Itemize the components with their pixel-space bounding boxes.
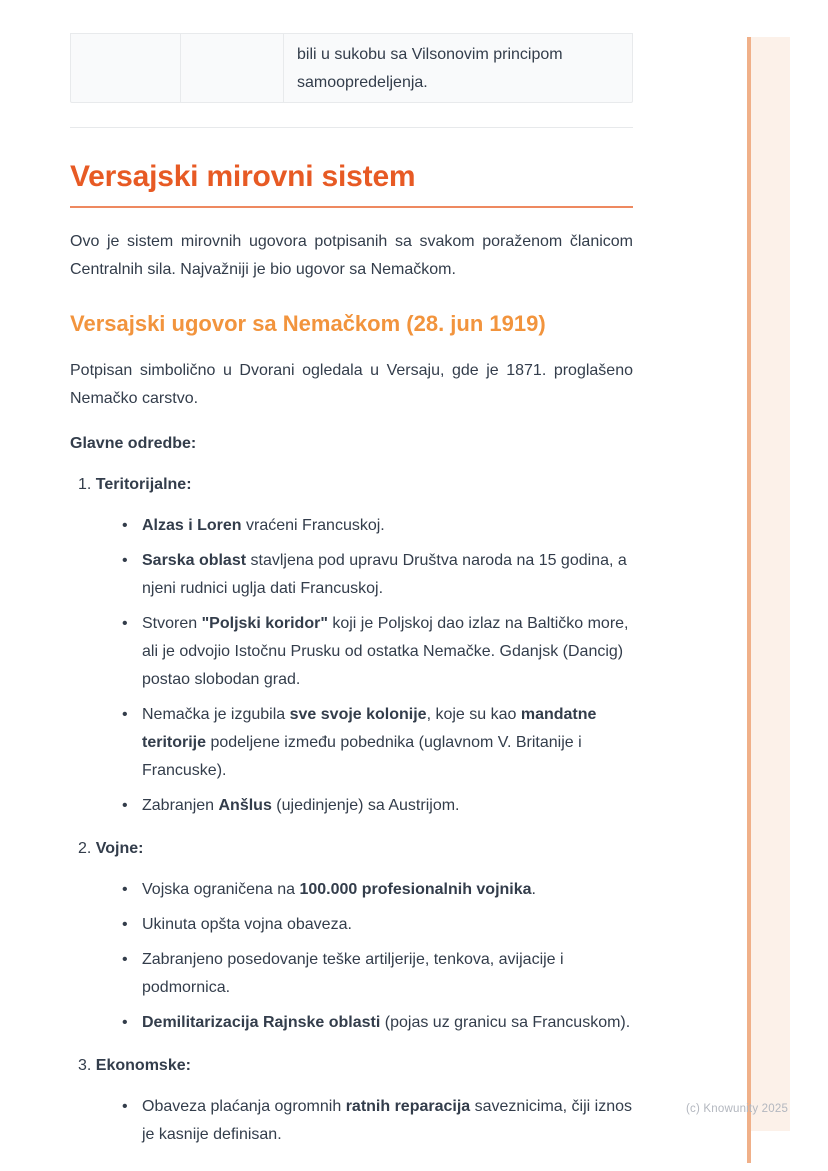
list-item-text: Nemačka je izgubila sve svoje kolonije, koje su kao mandatne teritorije podeljene između pobednika (uglavnom V. Britanije i Francuske). bbox=[142, 706, 597, 779]
list-item-text: Zabranjen Anšlus (ujedinjenje) sa Austrijom. bbox=[142, 797, 460, 814]
bullet-icon: • bbox=[122, 706, 128, 723]
list-item-text: Alzas i Loren vraćeni Francuskoj. bbox=[142, 517, 385, 534]
list-item bbox=[122, 876, 633, 904]
paragraph: Potpisan simbolično u Dvorani ogledala u Versaju, gde je 1871. proglašeno Nemačko carstvo. bbox=[70, 362, 633, 407]
main-heading-wrap bbox=[70, 158, 633, 208]
document-content bbox=[70, 0, 633, 1149]
section-heading bbox=[70, 1052, 633, 1080]
list-item-text: Demilitarizacija Rajnske oblasti (pojas uz granicu sa Francuskom). bbox=[142, 1014, 631, 1031]
table-cell-1 bbox=[71, 34, 180, 102]
section-title: Teritorijalne: bbox=[95, 476, 192, 493]
list-item bbox=[122, 512, 633, 540]
section-number: 1. bbox=[78, 476, 92, 493]
intro-paragraph: Ovo je sistem mirovnih ugovora potpisanih sa svakom poraženom članicom Centralnih sila. Najvažniji je bio ugovor sa Nemačkom. bbox=[70, 233, 633, 278]
list-item-text: Vojska ograničena na 100.000 profesionalnih vojnika. bbox=[142, 881, 536, 898]
bullet-icon: • bbox=[122, 1014, 128, 1031]
list-item-text: Zabranjeno posedovanje teške artiljerije, tenkova, avijacije i podmornica. bbox=[142, 951, 564, 996]
section-heading bbox=[70, 471, 633, 499]
list-item bbox=[122, 792, 633, 820]
section-title: Ekonomske: bbox=[95, 1057, 191, 1074]
list-item bbox=[122, 911, 633, 939]
copyright-watermark: (c) Knowunity 2025 bbox=[686, 1103, 789, 1115]
bullet-list bbox=[70, 512, 633, 820]
bullet-list bbox=[70, 876, 633, 1037]
section-number: 3. bbox=[78, 1057, 92, 1074]
table-cell-2 bbox=[180, 34, 283, 102]
section-title: Vojne: bbox=[95, 840, 144, 857]
list-item bbox=[122, 1093, 633, 1149]
list-item bbox=[122, 1009, 633, 1037]
bullet-icon: • bbox=[122, 951, 128, 968]
list-item-text: Sarska oblast stavljena pod upravu Društva naroda na 15 godina, a njeni rudnici uglja dati Francuskoj. bbox=[142, 552, 627, 597]
page-edge-stripe-line bbox=[747, 37, 751, 1163]
bullet-icon: • bbox=[122, 552, 128, 569]
bullet-icon: • bbox=[122, 916, 128, 933]
list-item bbox=[122, 547, 633, 603]
list-item-text: Obaveza plaćanja ogromnih ratnih reparacija saveznicima, čiji iznos je kasnije definisan. bbox=[142, 1098, 633, 1143]
bullet-icon: • bbox=[122, 881, 128, 898]
bullet-icon: • bbox=[122, 797, 128, 814]
section-heading bbox=[70, 835, 633, 863]
table-cell-3: bili u sukobu sa Vilsonovim principom samoopredeljenja. bbox=[283, 34, 632, 102]
section-number: 2. bbox=[78, 840, 92, 857]
list-section bbox=[70, 1052, 633, 1149]
section-divider bbox=[70, 127, 633, 128]
list-item-text: Stvoren "Poljski koridor" koji je Poljskoj dao izlaz na Baltičko more, ali je odvojio Istočnu Prusku od ostatka Nemačke. Gdanjsk (Dancig) postao slobodan grad. bbox=[142, 615, 629, 688]
list-section bbox=[70, 471, 633, 820]
page-title: Versajski mirovni sistem bbox=[70, 160, 416, 193]
list-item bbox=[122, 946, 633, 1002]
list-item bbox=[122, 701, 633, 785]
list-item bbox=[122, 610, 633, 694]
list-section bbox=[70, 835, 633, 1037]
list-intro-label: Glavne odredbe: bbox=[70, 435, 197, 452]
bullet-icon: • bbox=[122, 615, 128, 632]
bullet-list bbox=[70, 1093, 633, 1149]
table-fragment bbox=[70, 33, 633, 103]
provisions-list bbox=[70, 471, 633, 1149]
subsection-title: Versajski ugovor sa Nemačkom (28. jun 1919) bbox=[70, 311, 546, 336]
page-edge-stripe-fill bbox=[751, 37, 790, 1131]
bullet-icon: • bbox=[122, 1098, 128, 1115]
bullet-icon: • bbox=[122, 517, 128, 534]
list-item-text: Ukinuta opšta vojna obaveza. bbox=[142, 916, 352, 933]
